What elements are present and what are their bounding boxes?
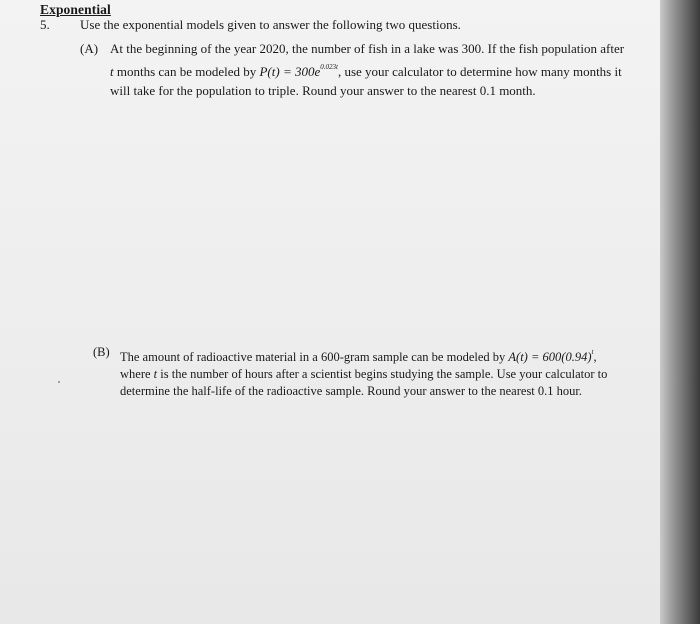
part-b-model-formula: A(t) = 600(0.94) <box>508 350 592 364</box>
part-b-line-1-text: The amount of radioactive material in a 600-gram sample can be modeled by <box>120 350 509 364</box>
part-b-line-2-start: where <box>120 367 154 381</box>
part-a-line-3: will take for the population to triple. Round your answer to the nearest 0.1 month. <box>110 83 536 98</box>
part-b-line-3: determine the half-life of the radioactive sample. Round your answer to the nearest 0.1 hour. <box>120 384 582 398</box>
part-b-label: (B) <box>93 345 110 359</box>
part-a-label: (A) <box>80 41 99 56</box>
part-a-body <box>110 39 640 100</box>
section-title: Exponential <box>40 2 111 17</box>
part-a-line-2-text: months can be modeled by <box>113 64 260 79</box>
part-a-variable-t: t <box>110 64 114 79</box>
part-b-body <box>120 344 638 400</box>
part-b-line-1 <box>120 344 638 366</box>
question-number: 5. <box>40 17 50 32</box>
part-b <box>93 344 638 400</box>
part-a-line-1: At the beginning of the year 2020, the number of fish in a lake was 300. If the fish population after <box>110 41 625 56</box>
part-a-line-2 <box>110 58 640 81</box>
part-a-model-exponent: 0.023t <box>320 63 338 71</box>
part-b-variable-t: t <box>153 367 158 381</box>
stray-mark <box>58 381 60 383</box>
part-b-line-2 <box>120 366 638 383</box>
part-b-model-exponent: t <box>591 348 594 356</box>
part-b-line-1-end: , <box>593 350 597 364</box>
part-a-model-formula: P(t) = 300e <box>259 64 321 79</box>
part-b-line-2-rest: is the number of hours after a scientist begins studying the sample. Use your calculator to <box>157 367 608 381</box>
part-a <box>80 39 640 100</box>
part-a-line-2-rest: , use your calculator to determine how many months it <box>337 64 622 79</box>
page-edge-shadow <box>660 0 700 624</box>
question-prompt: Use the exponential models given to answer the following two questions. <box>80 17 461 32</box>
